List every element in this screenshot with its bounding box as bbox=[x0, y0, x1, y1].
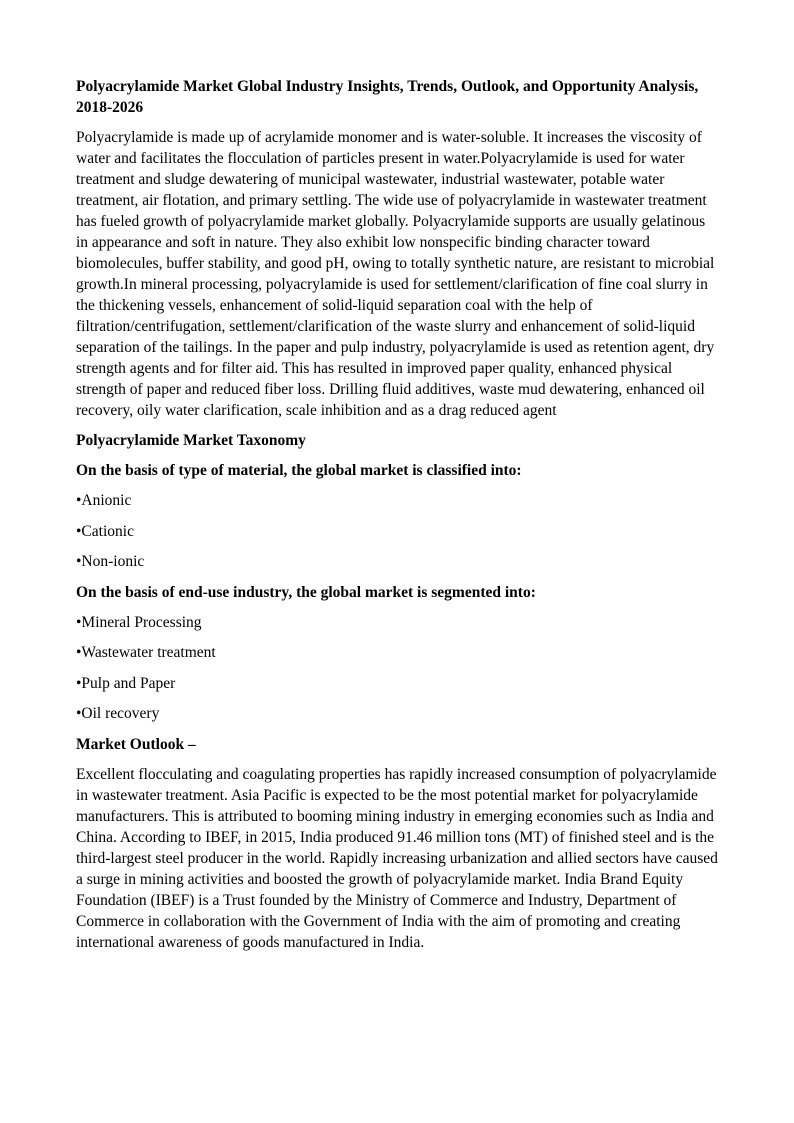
material-item-cationic: •Cationic bbox=[76, 522, 134, 540]
taxonomy-heading: Polyacrylamide Market Taxonomy bbox=[76, 432, 306, 449]
outlook-paragraph: Excellent flocculating and coagulating properties has rapidly increased consumption of polyacrylamide in wastewater treatment. Asia Pacific is expected to be the most potential market for polyacrylamide manufacturers. This is attributed to booming mining industry in emerging economies such as India and China. According to IBEF, in 2015, India produced 91.46 million tons (MT) of finished steel and is the third-largest steel producer in the world. Rapidly increasing urbanization and allied sectors have caused a surge in mining activities and boosted the growth of polyacrylamide market. India Brand Equity Foundation (IBEF) is a Trust founded by the Ministry of Commerce and Industry, Department of Commerce in collaboration with the Government of India with the aim of promoting and creating international awareness of goods manufactured in India. bbox=[76, 765, 718, 951]
document-title: Polyacrylamide Market Global Industry Insights, Trends, Outlook, and Opportunity Analysis, 2018-2026 bbox=[76, 78, 699, 116]
material-heading: On the basis of type of material, the global market is classified into: bbox=[76, 462, 522, 479]
material-item-anionic: •Anionic bbox=[76, 492, 132, 509]
enduse-item-oil-recovery: •Oil recovery bbox=[76, 705, 160, 722]
enduse-item-mineral-processing: •Mineral Processing bbox=[76, 613, 202, 631]
intro-paragraph: Polyacrylamide is made up of acrylamide monomer and is water-soluble. It increases the viscosity of water and facilitates the flocculation of particles present in water.Polyacrylamide is used for water treatment and sludge dewatering of municipal wastewater, industrial wastewater, potable water treatment, air flotation, and primary settling. The wide use of polyacrylamide in wastewater treatment has fueled growth of polyacrylamide market globally. Polyacrylamide supports are usually gelatinous in appearance and soft in nature. They also exhibit low nonspecific binding character toward biomolecules, buffer stability, and good pH, owing to totally synthetic nature, are resistant to microbial growth.In mineral processing, polyacrylamide is used for settlement/clarification of fine coal slurry in the thickening vessels, enhancement of solid-liquid separation coal with the help of filtration/centrifugation, settlement/clarification of the waste slurry and enhancement of solid-liquid separation of the tailings. In the paper and pulp industry, polyacrylamide is used as retention agent, dry strength agents and for filter aid. This has resulted in improved paper quality, enhanced physical strength of paper and reduced fiber loss. Drilling fluid additives, waste mud dewatering, enhanced oil recovery, oily water clarification, scale inhibition and as a drag reduced agent bbox=[76, 129, 715, 419]
enduse-item-wastewater-treatment: •Wastewater treatment bbox=[76, 644, 216, 661]
outlook-heading: Market Outlook – bbox=[76, 735, 196, 753]
material-item-non-ionic: •Non-ionic bbox=[76, 553, 145, 570]
enduse-heading: On the basis of end-use industry, the global market is segmented into: bbox=[76, 583, 536, 601]
enduse-item-pulp-and-paper: •Pulp and Paper bbox=[76, 674, 176, 692]
document-page bbox=[76, 76, 721, 962]
